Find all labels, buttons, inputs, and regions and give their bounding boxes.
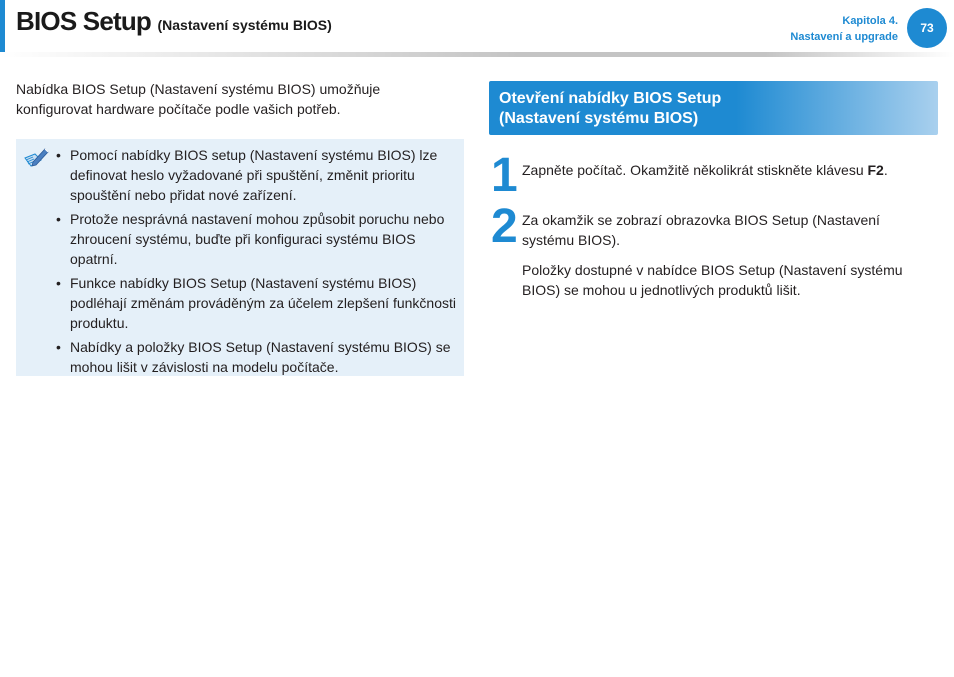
- note-pencil-icon: [23, 146, 49, 172]
- note-item: • Funkce nabídky BIOS Setup (Nastavení systému BIOS) podléhají změnám prováděným za účelem zlepšení funkčnosti produktu.: [56, 273, 456, 333]
- step-number-1: 1: [491, 149, 518, 202]
- note-item: • Protože nesprávná nastavení mohou způsobit poruchu nebo zhroucení systému, buďte při konfiguraci systému BIOS opatrní.: [56, 209, 456, 269]
- step-1-text: [522, 160, 932, 188]
- step-2-extra-paragraph: Položky dostupné v nabídce BIOS Setup (Nastavení systému BIOS) se mohou u jednotlivých produktů lišit.: [522, 262, 903, 298]
- header-accent-bar: [0, 0, 5, 52]
- chapter-title: Nastavení a upgrade: [790, 31, 898, 43]
- page-title-main: BIOS Setup: [16, 6, 152, 36]
- step-number-2: 2: [491, 200, 518, 253]
- step-1-text-after: .: [883, 162, 888, 178]
- note-box: [16, 139, 464, 376]
- chapter-label: [790, 13, 898, 45]
- page-number-badge: 73: [907, 8, 947, 48]
- section-heading: [489, 81, 938, 135]
- header-divider: [0, 52, 954, 57]
- step-2-text: [522, 210, 932, 308]
- section-heading-line2: (Nastavení systému BIOS): [499, 110, 699, 127]
- chapter-number: Kapitola 4.: [842, 15, 898, 27]
- note-item: • Nabídky a položky BIOS Setup (Nastavení systému BIOS) se mohou lišit v závislosti na modelu počítače.: [56, 337, 456, 377]
- note-item: • Pomocí nabídky BIOS setup (Nastavení systému BIOS) lze definovat heslo vyžadované při spuštění, změnit prioritu spouštění nebo přidat nové zařízení.: [56, 145, 456, 205]
- note-list: [56, 145, 456, 381]
- step-2-paragraph: Za okamžik se zobrazí obrazovka BIOS Setup (Nastavení systému BIOS).: [522, 212, 880, 248]
- step-1-text-before: Zapněte počítač. Okamžitě několikrát stiskněte klávesu: [522, 162, 868, 178]
- step-1-key: F2: [867, 162, 884, 178]
- intro-paragraph: Nabídka BIOS Setup (Nastavení systému BIOS) umožňuje konfigurovat hardware počítače podle vašich potřeb.: [16, 81, 381, 117]
- section-heading-line1: Otevření nabídky BIOS Setup: [499, 90, 722, 107]
- page-title: [16, 6, 332, 37]
- page-title-subtitle: (Nastavení systému BIOS): [157, 17, 332, 33]
